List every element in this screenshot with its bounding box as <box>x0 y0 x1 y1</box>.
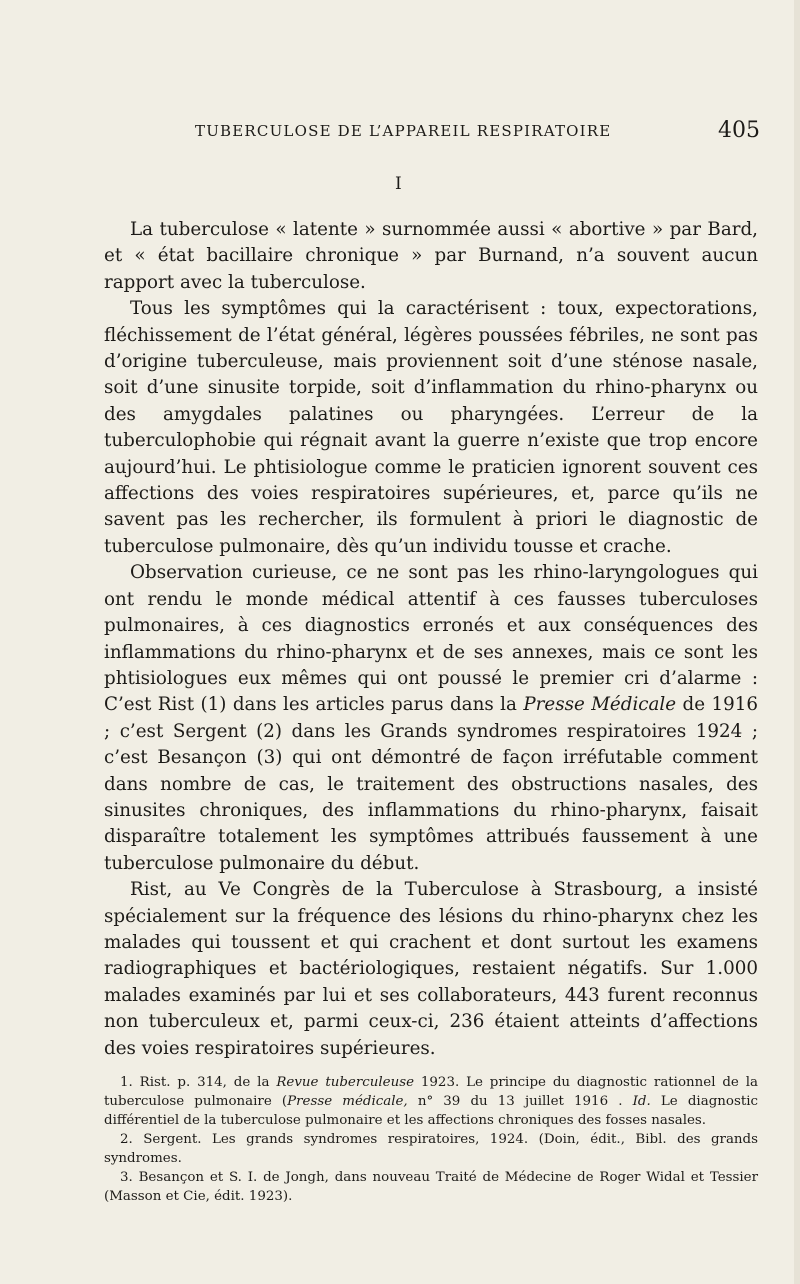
running-title: TUBERCULOSE DE L’APPAREIL RESPIRATOIRE <box>195 122 612 140</box>
page-number: 405 <box>718 118 760 143</box>
footnote-1 <box>104 1073 758 1130</box>
paragraph-3-text-a: Observation curieuse, ce ne sont pas les rhino-laryngologues qui ont rendu le monde médical attentif à ces fausses tuberculoses pulmonaires, à ces diagnostics erronés et aux conséquences des inflammations du rhino-pharynx et de ses annexes, mais ce sont les phtisiologues eux mêmes qui ont poussé le premier cri d’alarme : C’est Rist (1) dans les articles parus dans la <box>104 562 758 716</box>
section-number: I <box>395 174 402 194</box>
paragraph-4: Rist, au Ve Congrès de la Tuberculose à Strasbourg, a insisté spécialement sur la fréquence des lésions du rhino-pharynx chez les malades qui toussent et qui crachent et dont surtout les examens radiographiques et bactériologiques, restaient négatifs. Sur 1.000 malades examinés par lui et ses collaborateurs, 443 furent reconnus non tuberculeux et, parmi ceux-ci, 236 étaient atteints d’affections des voies respiratoires supérieures. <box>104 879 758 1059</box>
paragraph-3-text-b: de 1916 ; c’est Sergent (2) dans les Grands syndromes respiratoires 1924 ; c’est Besançon (3) qui ont démontré de façon irréfutable comment dans nombre de cas, le traitement des obstructions nasales, des sinusites chroniques, des inflammations du rhino-pharynx, faisait disparaître totalement les symptômes attribués faussement à une tuberculose pulmonaire du début. <box>104 694 759 874</box>
footnote-2: 2. Sergent. Les grands syndromes respiratoires, 1924. (Doin, édit., Bibl. des grands syndromes. <box>104 1132 758 1166</box>
footnote-1-text-c: n° 39 du 13 juillet 1916 . <box>417 1094 623 1109</box>
footnote-1-id: Id. <box>632 1094 651 1109</box>
paragraph-3 <box>104 560 758 877</box>
paragraph-2: Tous les symptômes qui la caractérisent : toux, expectorations, fléchissement de l’état général, légères poussées fébriles, ne sont pas d’origine tuberculeuse, mais proviennent soit d’une sténose nasale, soit d’une sinusite torpide, soit d’inflammation du rhino-pharynx ou des amygdales palatines ou pharyngées. L’erreur de la tuberculophobie qui régnait avant la guerre n’existe que trop encore aujourd’hui. Le phtisiologue comme le praticien ignorent souvent ces affections des voies respiratoires supérieures, et, parce qu’ils ne savent pas les rechercher, ils formulent à priori le diagnostic de tuberculose pulmonaire, dès qu’un individu tousse et crache. <box>104 298 758 557</box>
paragraph-1: La tuberculose « latente » surnommée aussi « abortive » par Bard, et « état bacillaire chronique » par Burnand, n’a souvent aucun rapport avec la tuberculose. <box>104 219 758 293</box>
page-edge <box>794 0 800 1284</box>
footnote-1-text-a: 1. Rist. p. 314, de la <box>120 1075 270 1090</box>
footnote-1-text-b: 1923. Le principe du diagnostic rationnel de la tuberculose pulmonaire ( <box>104 1075 759 1109</box>
running-header <box>195 118 760 146</box>
journal-title: Presse Médicale <box>523 694 677 716</box>
footnote-1-revue-title: Revue tuberculeuse <box>276 1075 414 1090</box>
footnotes <box>104 1073 758 1206</box>
footnote-1-presse-title: Presse médicale, <box>287 1094 408 1109</box>
footnote-3: 3. Besançon et S. I. de Jongh, dans nouveau Traité de Médecine de Roger Widal et Tessier (Masson et Cie, édit. 1923). <box>104 1170 758 1204</box>
footnote-1-text-d: Le diagnostic différentiel de la tuberculose pulmonaire et les affections chroniques des fosses nasales. <box>104 1094 758 1128</box>
main-text <box>104 217 758 1062</box>
